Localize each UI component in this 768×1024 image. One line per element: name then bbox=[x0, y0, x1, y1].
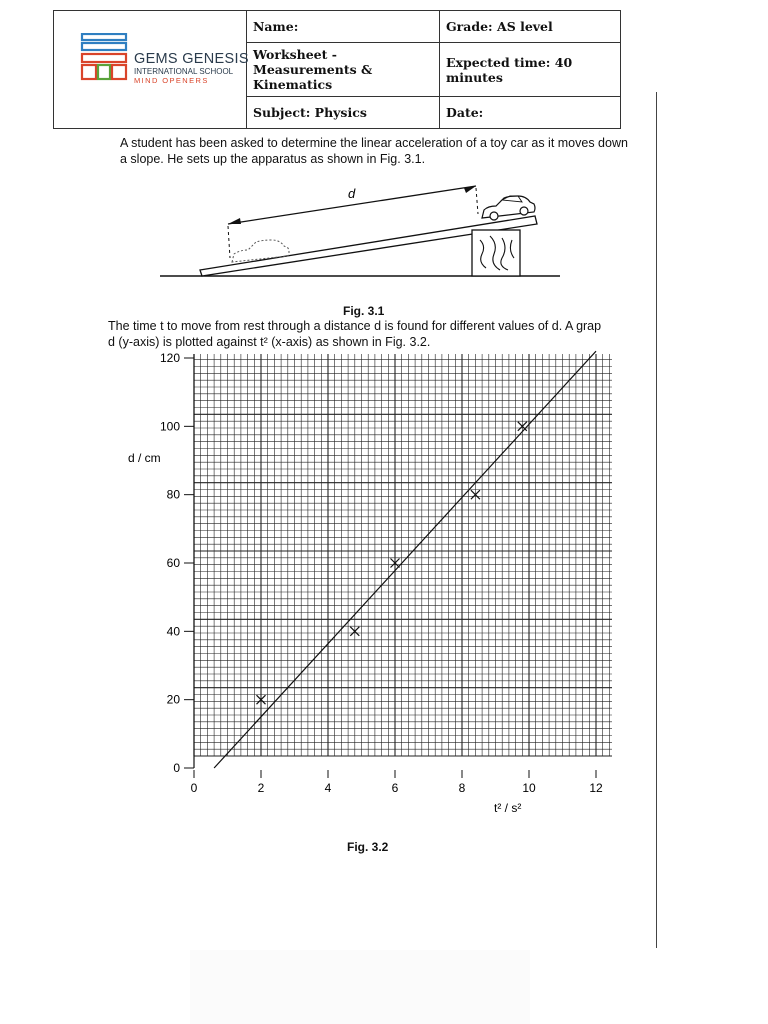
y-tick-label: 20 bbox=[166, 692, 180, 707]
y-tick-label: 0 bbox=[173, 761, 180, 775]
x-tick-label: 8 bbox=[458, 781, 466, 795]
intro-paragraph bbox=[120, 135, 628, 167]
y-tick-label: 60 bbox=[166, 556, 180, 570]
school-logo-cell bbox=[54, 11, 247, 129]
apparatus-diagram bbox=[150, 178, 570, 283]
school-name: GEMS GENESIS bbox=[134, 51, 249, 67]
name-field: Name: bbox=[247, 11, 440, 43]
school-subtitle: INTERNATIONAL SCHOOL bbox=[134, 67, 234, 76]
subject-label: Subject: Physics bbox=[247, 97, 440, 129]
worksheet-title: Worksheet - Measurements & Kinematics bbox=[247, 43, 440, 97]
data-points bbox=[257, 422, 527, 704]
y-axis-label: d / cm bbox=[128, 451, 161, 465]
y-tick-label: 40 bbox=[166, 624, 180, 639]
y-tick-label: 120 bbox=[159, 351, 180, 365]
worksheet-header bbox=[53, 10, 621, 129]
fig2-caption: Fig. 3.2 bbox=[347, 840, 389, 854]
x-tick-label: 2 bbox=[257, 781, 265, 795]
method-line-1: The time t to move from rest through a distance d is found for different values of d. A grap bbox=[108, 319, 602, 333]
date-field: Date: bbox=[440, 97, 621, 129]
fig1-caption: Fig. 3.1 bbox=[343, 304, 385, 318]
x-tick-label: 10 bbox=[522, 781, 536, 795]
x-tick-label: 6 bbox=[391, 781, 399, 795]
distance-label: d bbox=[348, 186, 356, 201]
x-axis-label: t² / s² bbox=[494, 801, 522, 815]
school-motto: MIND OPENERS bbox=[134, 76, 209, 85]
school-logo-icon bbox=[80, 33, 130, 83]
best-fit-line bbox=[214, 351, 596, 768]
grade-label: Grade: AS level bbox=[440, 11, 621, 43]
x-tick-label: 0 bbox=[190, 781, 198, 795]
method-line-2: d (y-axis) is plotted against t² (x-axis) as shown in Fig. 3.2. bbox=[108, 335, 431, 349]
wooden-block bbox=[472, 230, 520, 276]
x-tick-label: 12 bbox=[589, 781, 603, 795]
intro-line-2: a slope. He sets up the apparatus as shown in Fig. 3.1. bbox=[120, 152, 426, 166]
best-fit-line-segment bbox=[214, 351, 596, 768]
y-tick-label: 80 bbox=[166, 487, 180, 502]
toy-car-icon bbox=[482, 196, 535, 220]
blank-area bbox=[190, 950, 530, 1024]
x-tick-label: 4 bbox=[324, 781, 332, 795]
expected-time: Expected time: 40 minutes bbox=[440, 43, 621, 97]
intro-line-1: A student has been asked to determine the linear acceleration of a toy car as it moves down bbox=[120, 136, 628, 150]
d-vs-t2-graph bbox=[0, 340, 660, 830]
y-tick-label: 100 bbox=[159, 419, 180, 434]
